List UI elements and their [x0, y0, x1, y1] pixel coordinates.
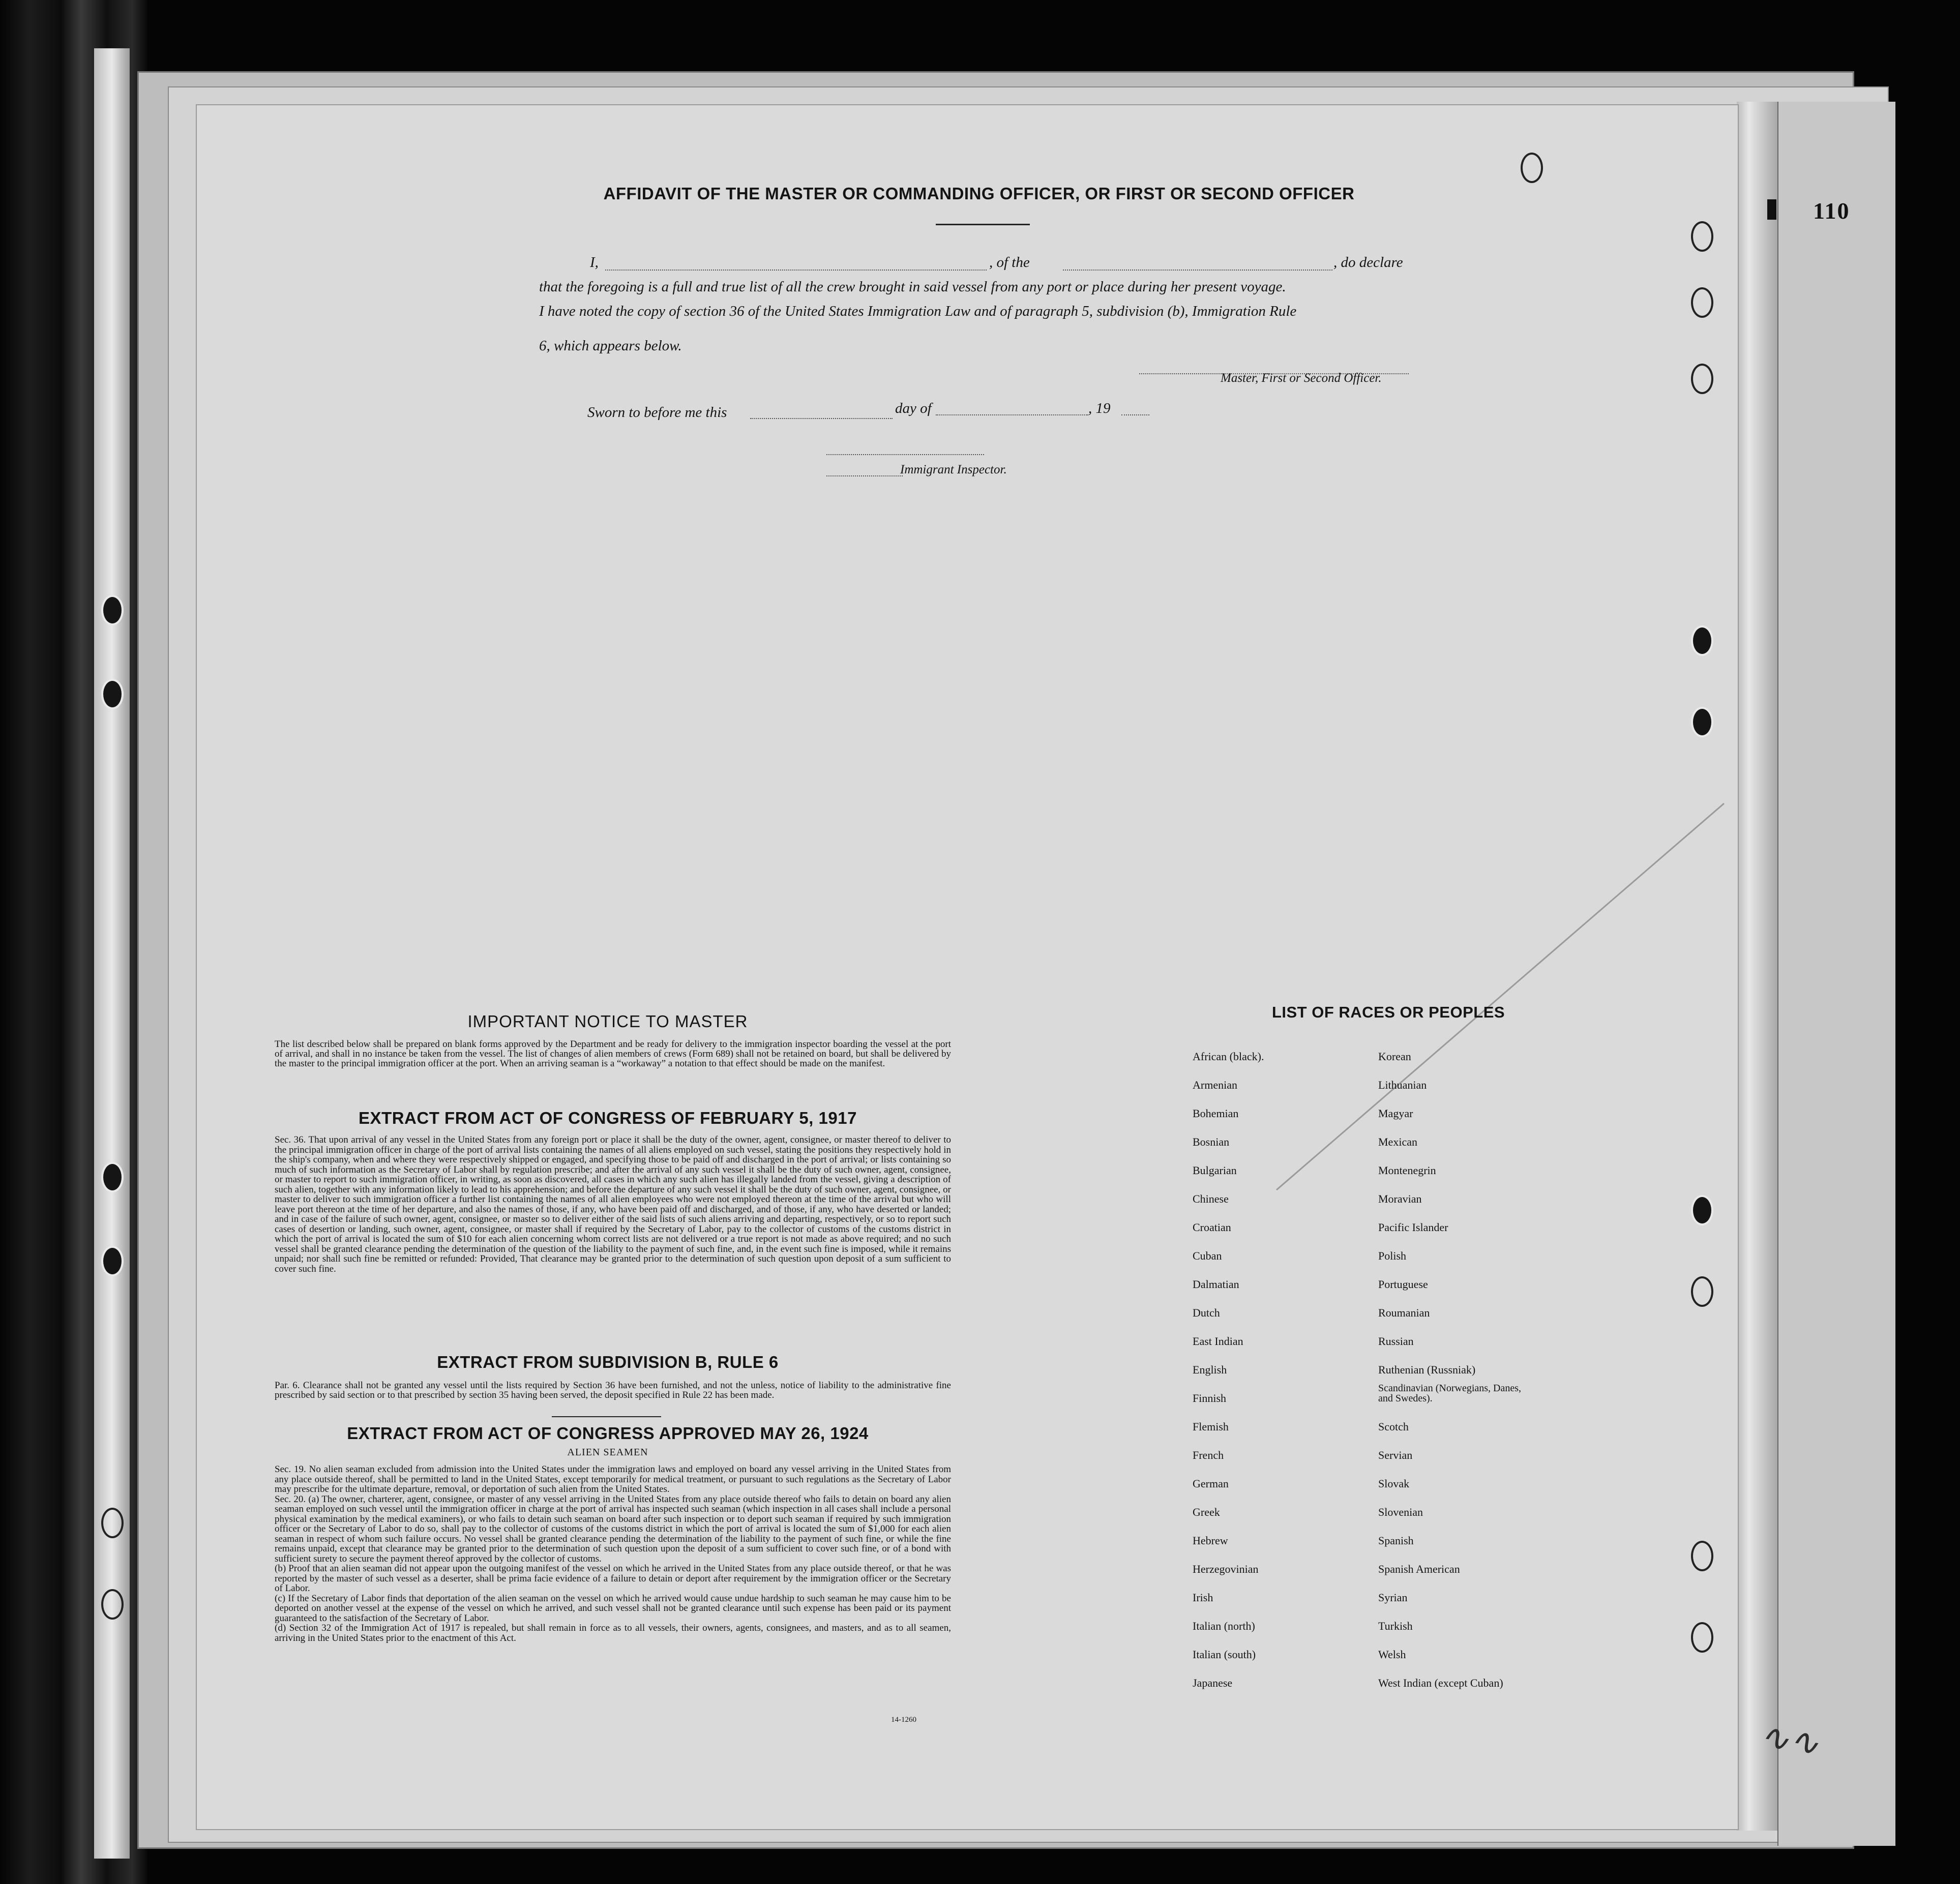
- affidavit-line-2: that the foregoing is a full and true list of all the crew brought in said vessel from any port or place during her present voyage.: [539, 279, 1286, 295]
- handwritten-scrawl: ∿∿: [1757, 1715, 1822, 1765]
- race-item: Syrian: [1378, 1591, 1408, 1604]
- extract-rule6-body: Par. 6. Clearance shall not be granted any vessel until the lists required by Section 36 have been furnished, and not the unless, notice of liability to the administrative fine prescribed by said section or to that prescribed by section 35 having been served, the deposit specified in Rule 22 has been made.: [275, 1380, 951, 1400]
- race-item: Magyar: [1378, 1107, 1413, 1120]
- race-item: Japanese: [1193, 1677, 1233, 1689]
- race-item: Scotch: [1378, 1420, 1409, 1433]
- race-item: Ruthenian (Russniak): [1378, 1363, 1476, 1376]
- bleed-through-line: [1271, 798, 1729, 1195]
- race-item: Roumanian: [1378, 1306, 1430, 1319]
- race-item: German: [1193, 1477, 1229, 1490]
- race-item: Turkish: [1378, 1620, 1413, 1632]
- punch-hole: [101, 1508, 124, 1538]
- race-item: Bohemian: [1193, 1107, 1239, 1120]
- punch-hole: [1691, 221, 1713, 252]
- race-item: Dalmatian: [1193, 1278, 1239, 1291]
- sworn-year-blank[interactable]: [1121, 414, 1149, 415]
- affidavit-i: I,: [590, 254, 599, 271]
- races-title: LIST OF RACES OR PEOPLES: [1271, 1003, 1505, 1021]
- race-item: French: [1193, 1449, 1224, 1461]
- race-item: Cuban: [1193, 1249, 1222, 1262]
- punch-hole: [1691, 1276, 1713, 1307]
- sworn-label: Sworn to before me this: [587, 404, 727, 421]
- race-item: Bosnian: [1193, 1135, 1230, 1148]
- race-item: Portuguese: [1378, 1278, 1428, 1291]
- inspector-label: Immigrant Inspector.: [900, 463, 1007, 476]
- punch-hole: [1691, 287, 1713, 318]
- punch-hole: [101, 1589, 124, 1620]
- punch-hole: [1521, 153, 1543, 183]
- page-number: 110: [1813, 198, 1850, 224]
- extract-1924-subtitle: ALIEN SEAMEN: [567, 1447, 648, 1458]
- race-item: Mexican: [1378, 1135, 1417, 1148]
- race-item: East Indian: [1193, 1335, 1243, 1348]
- race-item: Welsh: [1378, 1648, 1406, 1661]
- punch-hole: [1691, 707, 1713, 737]
- vessel-blank[interactable]: [1063, 270, 1332, 271]
- year-label: , 19: [1088, 400, 1111, 416]
- race-item: Russian: [1378, 1335, 1414, 1348]
- race-item: Irish: [1193, 1591, 1213, 1604]
- extract-1924-body: Sec. 19. No alien seaman excluded from admission into the United States under the immigration laws and employed on board any vessel arriving in the United States from any place outside thereof, shall be permitted to land in the United States, except temporarily for medical treatment, or pursuant to such regulations as the Secretary of Labor may prescribe for the ultimate departure, removal, or deportation of such alien from the United States. Sec. 20. (a) The owner, charterer, agent, consignee, or master of any vessel arriving in the United States from any place outside thereof who fails to detain on board any alien seaman employed on such vessel until the immigration officer in charge at the port of arrival has inspected such seaman (which inspection in all cases shall include a personal physical examination by the medical examiners), or who fails to detain such seaman on board after such inspection or to deport such seaman if required by such immigration officer or the Secretary of Labor to do so, shall pay to the collector of customs of the customs district in which the port of arrival is located the sum of $1,000 for each alien seaman in respect of whom such failure occurs. No vessel shall be granted clearance pending the determination of the liability to the payment of such fine, or while the fine remains unpaid, except that clearance may be granted prior to the determination of such question upon the deposit of a sum sufficient to cover such fine, or of a bond with sufficient surety to secure the payment thereof approved by the collector of customs. (b) Proof that an alien seaman did not appear upon the outgoing manifest of the vessel on which he arrived in the United States from any place outside thereof, or that he was reported by the master of such vessel as a deserter, shall be prima facie evidence of a failure to detain or deport after requirement by the immigration officer or the Secretary of Labor. (c) If the Secretary of Labor finds that deportation of the alien seaman on the vessel on which he arrived would cause undue hardship to such seaman he may cause him to be deported on another vessel at the expense of the vessel on which he arrived, and such vessel shall not be granted clearance until such expense has been paid or its payment guaranteed to the satisfaction of the Secretary of Labor. (d) Section 32 of the Immigration Act of 1917 is repealed, but shall remain in force as to all vessels, their owners, agents, consignees, and masters, and as to all seamen, arriving in the United States prior to the enactment of this Act.: [275, 1464, 951, 1643]
- extract-1924-title: EXTRACT FROM ACT OF CONGRESS APPROVED MAY 26, 1924: [347, 1424, 869, 1443]
- race-item: Flemish: [1193, 1420, 1229, 1433]
- notice-title: IMPORTANT NOTICE TO MASTER: [467, 1012, 748, 1031]
- affidavit-title: AFFIDAVIT OF THE MASTER OR COMMANDING OFFICER, OR FIRST OR SECOND OFFICER: [603, 184, 1355, 203]
- race-item: Korean: [1378, 1050, 1411, 1063]
- race-item: Herzegovinian: [1193, 1563, 1259, 1575]
- race-item: Moravian: [1378, 1192, 1422, 1205]
- punch-hole: [101, 595, 124, 625]
- race-item: Pacific Islander: [1378, 1221, 1448, 1234]
- inspector-signature-line-2[interactable]: [826, 475, 903, 476]
- race-item: Italian (north): [1193, 1620, 1255, 1632]
- race-item: Italian (south): [1193, 1648, 1256, 1661]
- punch-hole: [1691, 1541, 1713, 1571]
- extract-1917-title: EXTRACT FROM ACT OF CONGRESS OF FEBRUARY 5, 1917: [359, 1109, 857, 1127]
- race-item: Hebrew: [1193, 1534, 1228, 1547]
- race-item: Croatian: [1193, 1221, 1231, 1234]
- affidavit-line-4: 6, which appears below.: [539, 338, 682, 354]
- punch-hole: [101, 679, 124, 709]
- affidavit-declare: , do declare: [1333, 254, 1403, 271]
- race-item: Armenian: [1193, 1079, 1237, 1091]
- title-rule: [936, 224, 1030, 225]
- affidavit-of-the: , of the: [989, 254, 1030, 271]
- affidavit-line-3: I have noted the copy of section 36 of the United States Immigration Law and of paragraph 5, subdivision (b), Immigration Rule: [539, 303, 1297, 319]
- punch-hole: [1691, 364, 1713, 394]
- day-of-label: day of: [895, 400, 932, 416]
- race-item: Dutch: [1193, 1306, 1220, 1319]
- extract-rule6-title: EXTRACT FROM SUBDIVISION B, RULE 6: [437, 1353, 779, 1371]
- punch-hole: [1691, 625, 1713, 656]
- left-strip: [94, 48, 130, 1859]
- notice-body: The list described below shall be prepared on blank forms approved by the Department and be ready for delivery to the immigration inspector boarding the vessel at the port of arrival, and shall in no instance be taken from the vessel. The list of changes of alien members of crews (Form 689) shall not be retained on board, but shall be delivered by the master to the principal immigration officer at the port. When an arriving seaman is a “workaway” a notation to that effect should be made on the manifest.: [275, 1039, 951, 1069]
- race-item: Polish: [1378, 1249, 1407, 1262]
- race-item: Spanish American: [1378, 1563, 1460, 1575]
- race-item: Chinese: [1193, 1192, 1229, 1205]
- extract-1917-body: Sec. 36. That upon arrival of any vessel in the United States from any foreign port or place it shall be the duty of the owner, agent, consignee, or master thereof to deliver to the principal immigration officer in charge of the port of arrival lists containing the names of all aliens employed on such vessel, stating the positions they respectively hold in the ship's company, when and where they were respectively shipped or engaged, and specifying those to be paid off and discharged in the port of arrival; or lists containing so much of such information as the Secretary of Labor shall by regulation prescribe; and after the arrival of any such vessel it shall be the duty of such owner, agent, consignee, or master to report to such immigration officer, in writing, as soon as discovered, all cases in which any such alien has illegally landed from the vessel, giving a description of such alien, together with any information likely to lead to his apprehension; and before the departure of any such vessel it shall be the duty of such owner, agent, consignee, or master to deliver to such immigration officer a further list containing the names of all alien employees who were not employed thereon at the time of the arrival but who will leave port thereon at the time of her departure, and also the names of those, if any, who have been paid off and discharged, and of those, if any, who have deserted or landed; and in case of the failure of such owner, agent, consignee, or master so to deliver either of the said lists of such aliens arriving and departing, respectively, or so to report such cases of desertion or landing, such owner, agent, consignee, or master shall if required by the Secretary of Labor, pay to the collector of customs of the customs district in which the port of arrival is located the sum of $10 for each alien concerning whom correct lists are not delivered or a true report is not made as above required; and no such vessel shall be granted clearance pending the determination of the question of the liability to the payment of such fine, and, in the event such fine is imposed, while it remains unpaid; nor shall such fine be remitted or refunded: Provided, That clearance may be granted prior to the determination of such question upon deposit of a sum sufficient to cover such fine.: [275, 1134, 951, 1274]
- race-item: Scandinavian (Norwegians, Danes, and Swedes).: [1378, 1383, 1522, 1404]
- race-item: Servian: [1378, 1449, 1413, 1461]
- race-item: Greek: [1193, 1506, 1220, 1518]
- form-number: 14-1260: [891, 1716, 916, 1724]
- inspector-signature-line[interactable]: [826, 454, 984, 455]
- punch-hole: [1691, 1622, 1713, 1653]
- race-item: Montenegrin: [1378, 1164, 1436, 1177]
- name-blank[interactable]: [605, 270, 987, 271]
- punch-hole: [101, 1246, 124, 1276]
- punch-hole: [101, 1162, 124, 1192]
- sworn-day-blank[interactable]: [750, 418, 893, 419]
- race-item: Spanish: [1378, 1534, 1414, 1547]
- race-item: Slovak: [1378, 1477, 1410, 1490]
- margin-mark: [1767, 199, 1776, 220]
- punch-hole: [1691, 1195, 1713, 1225]
- race-item: English: [1193, 1363, 1227, 1376]
- page-curl: [1737, 102, 1777, 1831]
- race-item: Lithuanian: [1378, 1079, 1427, 1091]
- race-item: Slovenian: [1378, 1506, 1423, 1518]
- race-item: African (black).: [1193, 1050, 1264, 1063]
- sworn-month-blank[interactable]: [936, 414, 1088, 415]
- master-signature-label: Master, First or Second Officer.: [1221, 371, 1382, 385]
- race-item: Bulgarian: [1193, 1164, 1237, 1177]
- right-page-edge: [1777, 102, 1895, 1846]
- race-item: Finnish: [1193, 1392, 1227, 1404]
- section-rule: [552, 1416, 661, 1417]
- race-item: West Indian (except Cuban): [1378, 1677, 1503, 1689]
